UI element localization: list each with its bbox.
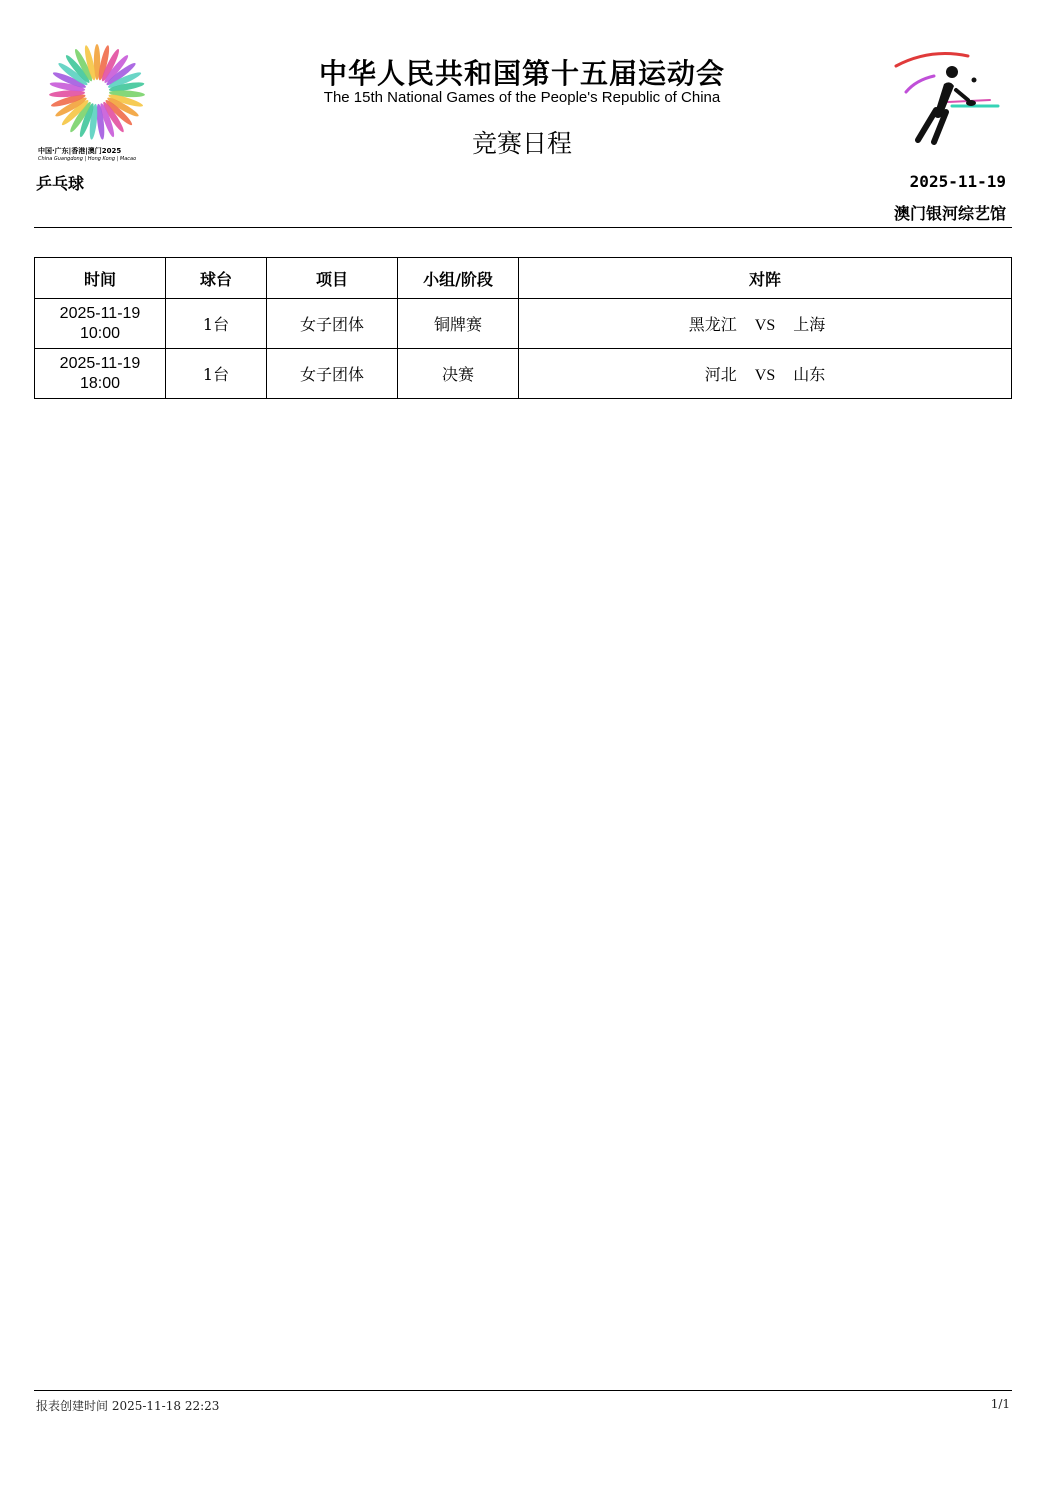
table-header-row xyxy=(35,258,1012,299)
team-a: 黑龙江 xyxy=(688,315,737,334)
table-row xyxy=(35,299,1012,349)
page-title-en: The 15th National Games of the People's Republic of China xyxy=(323,89,721,106)
cell-stage: 铜牌赛 xyxy=(398,299,519,349)
sport-name: 乒乓球 xyxy=(36,174,85,193)
games-logo xyxy=(38,34,156,164)
cell-matchup xyxy=(519,299,1012,349)
cell-date: 2025-11-19 xyxy=(59,354,141,372)
sport-pictogram xyxy=(890,50,1002,150)
cell-matchup xyxy=(519,349,1012,399)
page-title: 中华人民共和国第十五届运动会 xyxy=(318,57,725,90)
cell-stage: 决赛 xyxy=(398,349,519,399)
col-header-stage: 小组/阶段 xyxy=(398,258,519,299)
vs-label: VS xyxy=(754,367,776,384)
cell-event: 女子团体 xyxy=(267,299,398,349)
team-b: 山东 xyxy=(793,365,826,384)
table-tennis-pictogram-icon xyxy=(890,50,1002,150)
cell-time xyxy=(35,299,166,349)
vs-label: VS xyxy=(754,317,776,334)
header-divider xyxy=(34,227,1012,228)
footer-divider xyxy=(34,1390,1012,1391)
cell-table-no: 1台 xyxy=(166,349,267,399)
col-header-time: 时间 xyxy=(35,258,166,299)
cell-clock: 10:00 xyxy=(79,324,121,342)
report-created-time: 报表创建时间 2025-11-18 22:23 xyxy=(36,1399,220,1413)
col-header-table: 球台 xyxy=(166,258,267,299)
games-flower-logo-icon xyxy=(38,34,156,144)
page-number: 1/1 xyxy=(990,1397,1010,1411)
team-b: 上海 xyxy=(793,315,826,334)
logo-caption-en: China Guangdong | Hong Kong | Macao xyxy=(38,156,137,162)
cell-table-no: 1台 xyxy=(166,299,267,349)
col-header-matchup: 对阵 xyxy=(519,258,1012,299)
page-subtitle: 竞赛日程 xyxy=(471,129,572,158)
team-a: 河北 xyxy=(704,365,737,384)
cell-time xyxy=(35,349,166,399)
logo-caption-cn: 中国·广东|香港|澳门2025 xyxy=(38,147,122,155)
cell-date: 2025-11-19 xyxy=(59,304,141,322)
schedule-table xyxy=(34,257,1012,399)
schedule-date: 2025-11-19 xyxy=(909,172,1006,191)
cell-clock: 18:00 xyxy=(79,374,121,392)
venue-name: 澳门银河综艺馆 xyxy=(893,204,1006,223)
col-header-event: 项目 xyxy=(267,258,398,299)
table-row xyxy=(35,349,1012,399)
cell-event: 女子团体 xyxy=(267,349,398,399)
